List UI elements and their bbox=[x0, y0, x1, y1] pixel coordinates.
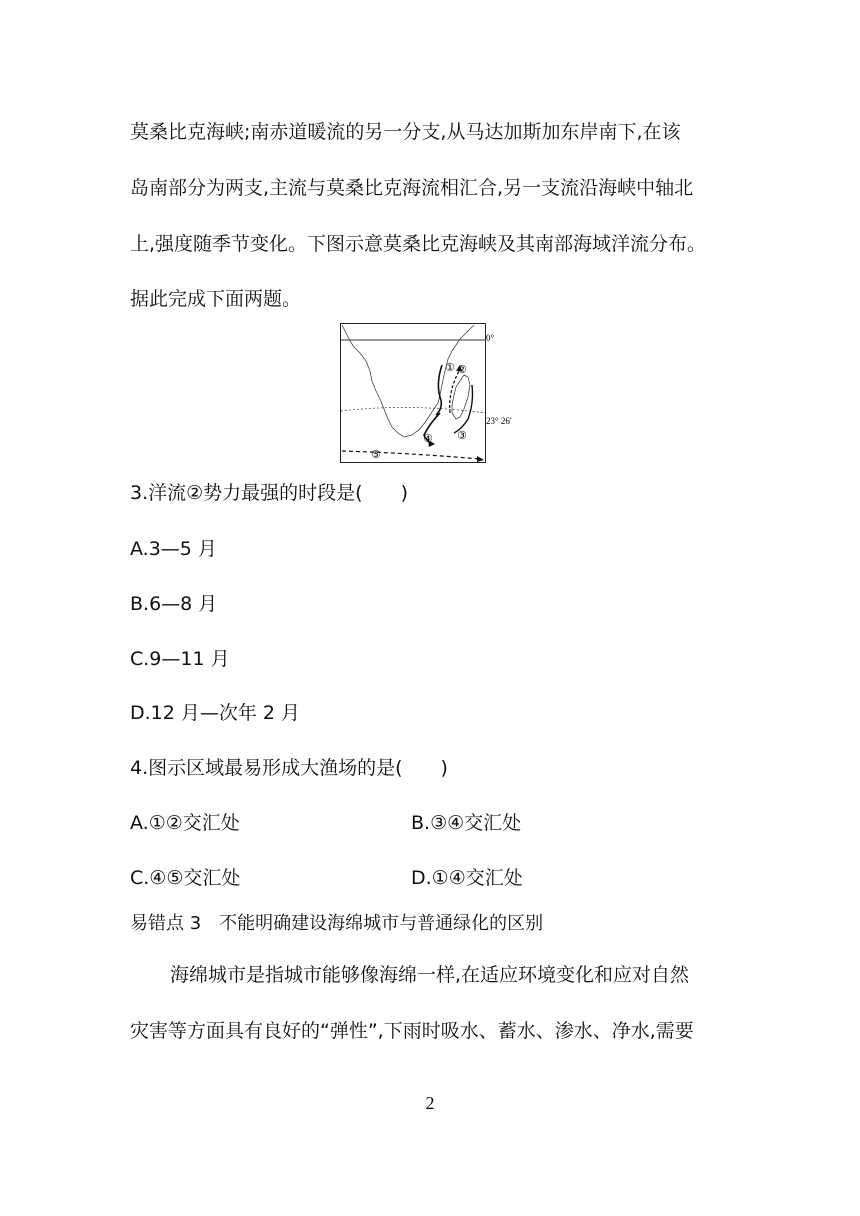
tropic-label: 23° 26′ bbox=[486, 416, 512, 426]
paragraph-line: 上,强度随季节变化。下图示意莫桑比克海峡及其南部海域洋流分布。 bbox=[130, 233, 707, 255]
page-number: 2 bbox=[425, 1093, 435, 1113]
paragraph-line: 灾害等方面具有良好的“弹性”,下雨时吸水、蓄水、渗水、净水,需要 bbox=[130, 1020, 694, 1042]
option-d: D.12 月—次年 2 月 bbox=[130, 702, 301, 724]
paragraph-line: 据此完成下面两题。 bbox=[130, 288, 302, 310]
question-stem: 3.洋流②势力最强的时段是( ) bbox=[130, 482, 408, 504]
section-heading: 易错点 3 不能明确建设海绵城市与普通绿化的区别 bbox=[130, 913, 544, 934]
paragraph-line: 莫桑比克海峡;南赤道暖流的另一分支,从马达加斯加东岸南下,在该 bbox=[130, 121, 681, 143]
option-c: C.9—11 月 bbox=[130, 648, 230, 670]
equator-label: 0° bbox=[486, 333, 495, 343]
option-a: A.①②交汇处 bbox=[130, 812, 240, 834]
paragraph-line: 岛南部分为两支,主流与莫桑比克海流相汇合,另一支流沿海峡中轴北 bbox=[130, 177, 694, 199]
option-c: C.④⑤交汇处 bbox=[130, 867, 241, 889]
label-current-5: ⑤ bbox=[371, 448, 381, 461]
question-stem: 4.图示区域最易形成大渔场的是( ) bbox=[130, 757, 448, 779]
option-d: D.①④交汇处 bbox=[411, 867, 523, 889]
option-b: B.6—8 月 bbox=[130, 593, 218, 615]
paragraph-line: 海绵城市是指城市能够像海绵一样,在适应环境变化和应对自然 bbox=[170, 964, 690, 986]
label-current-1: ① bbox=[445, 361, 455, 374]
option-a: A.3—5 月 bbox=[130, 538, 217, 560]
ocean-current-map bbox=[340, 323, 512, 463]
label-current-2: ② bbox=[457, 363, 467, 376]
label-current-4: ④ bbox=[423, 432, 433, 445]
label-current-3: ③ bbox=[457, 429, 467, 442]
option-b: B.③④交汇处 bbox=[411, 812, 522, 834]
